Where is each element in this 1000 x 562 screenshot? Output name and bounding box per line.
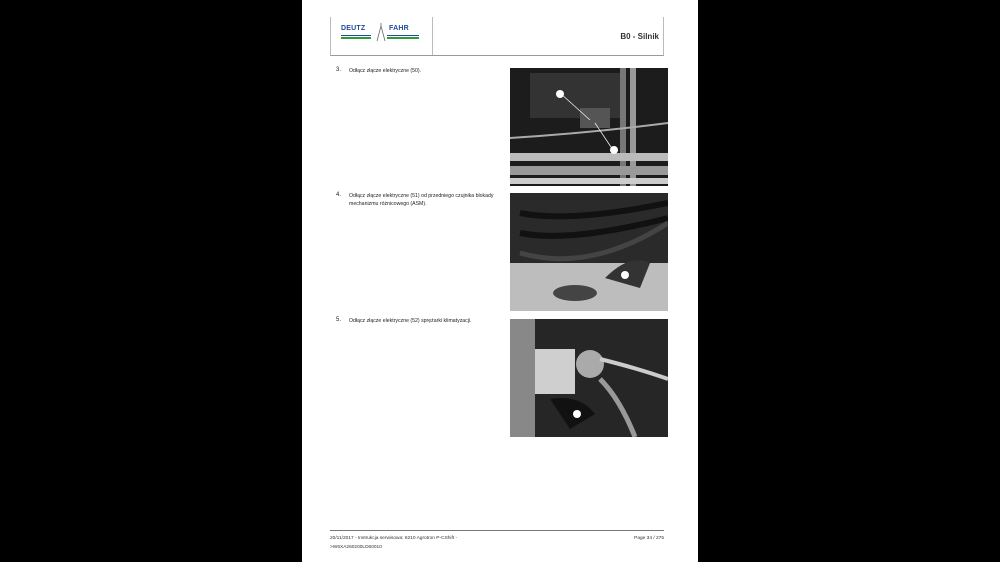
document-page xyxy=(302,0,698,562)
asm-sensor-photo-icon xyxy=(510,193,668,311)
page-header xyxy=(330,17,664,56)
step-3-photo xyxy=(510,68,668,186)
engine-connector-photo-icon xyxy=(510,68,668,186)
step-5 xyxy=(336,317,506,325)
footer-page-number: Page 34 / 275 xyxy=(634,536,664,541)
step-number: 5. xyxy=(336,317,342,323)
section-title: B0 - Silnik xyxy=(620,32,659,41)
footer-manual-info: 20/11/2017 - Instrukcja serwisowa: 6210 Agrotron P-CShift - xyxy=(330,536,458,541)
step-text: Odłącz złącze elektryczne (51) od przedniego czujnika blokady mechanizmu różnicowego (ASM). xyxy=(349,193,494,207)
step-number: 4. xyxy=(336,192,342,198)
logo-cell xyxy=(331,17,433,55)
logo-emblem-icon xyxy=(374,22,388,42)
step-3 xyxy=(336,67,506,75)
logo-right-word: FAHR xyxy=(389,25,409,32)
step-text: Odłącz złącze elektryczne (52) sprężarki klimatyzacji. xyxy=(349,318,472,324)
footer-divider xyxy=(330,530,664,531)
ac-compressor-photo-icon xyxy=(510,319,668,437)
footer-document-code: >W6XA260200LD60010 xyxy=(330,545,382,550)
deutz-fahr-logo xyxy=(341,25,421,41)
step-4 xyxy=(336,192,506,208)
step-number: 3. xyxy=(336,67,342,73)
step-text: Odłącz złącze elektryczne (50). xyxy=(349,68,422,74)
step-5-photo xyxy=(510,319,668,437)
logo-left-word: DEUTZ xyxy=(341,25,366,32)
step-4-photo xyxy=(510,193,668,311)
